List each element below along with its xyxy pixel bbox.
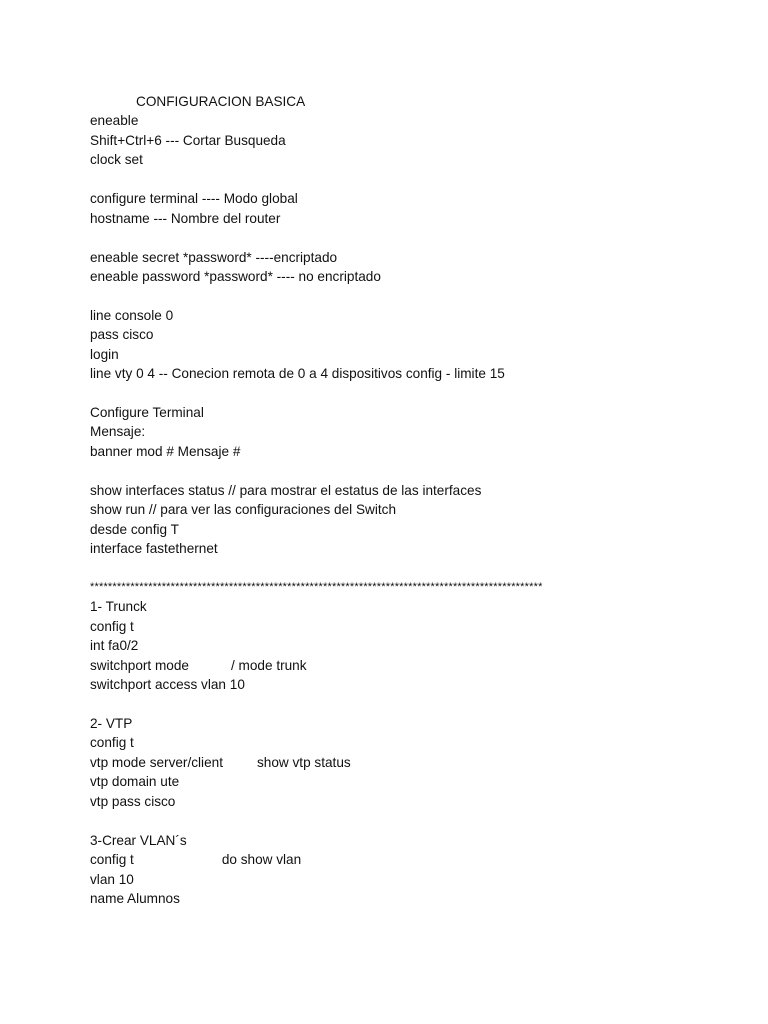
text-fragment: show vtp status xyxy=(256,754,351,770)
blank-line xyxy=(90,170,730,189)
text-line: name Alumnos xyxy=(90,890,180,906)
text-line: show run // para ver las configuraciones del Switch xyxy=(90,502,397,518)
text-line: switchport access vlan 10 xyxy=(90,677,245,693)
vlan-heading: 3-Crear VLAN´s xyxy=(90,832,187,848)
text-line: Mensaje: xyxy=(90,424,146,440)
blank-line xyxy=(90,384,730,403)
document-body xyxy=(90,92,730,908)
text-line: eneable secret *password* ----encriptado xyxy=(90,249,338,265)
vtp-heading: 2- VTP xyxy=(90,716,133,731)
basic-config-section xyxy=(90,111,730,578)
trunk-heading: 1- Trunck xyxy=(90,599,147,615)
text-line: vlan 10 xyxy=(90,871,134,887)
blank-line xyxy=(90,559,730,578)
trunk-section xyxy=(90,597,730,714)
text-fragment: vtp mode server/client xyxy=(90,754,223,770)
vtp-section xyxy=(90,714,730,831)
text-line: pass cisco xyxy=(90,327,154,343)
text-line: show interfaces status // para mostrar el estatus de las interfaces xyxy=(90,482,482,498)
text-line: line console 0 xyxy=(90,307,174,323)
text-line: line vty 0 4 -- Conecion remota de 0 a 4 dispositivos config - limite 15 xyxy=(90,366,505,382)
text-line xyxy=(90,656,730,675)
text-line: config t xyxy=(90,735,134,751)
blank-line xyxy=(90,811,730,830)
text-line xyxy=(90,753,730,772)
text-line: desde config T xyxy=(90,521,179,537)
text-line: int fa0/2 xyxy=(90,638,139,654)
text-fragment: config t xyxy=(90,852,134,868)
text-line: Shift+Ctrl+6 --- Cortar Busqueda xyxy=(90,132,286,148)
text-line: banner mod # Mensaje # xyxy=(90,443,241,459)
text-line: configure terminal ---- Modo global xyxy=(90,191,298,207)
text-line: login xyxy=(90,346,119,362)
blank-line xyxy=(90,695,730,714)
text-line: config t xyxy=(90,618,134,634)
text-line: hostname --- Nombre del router xyxy=(90,210,281,226)
document-title: CONFIGURACION BASICA xyxy=(136,94,306,109)
blank-line xyxy=(90,228,730,247)
text-line xyxy=(90,850,730,869)
text-line: interface fastethernet xyxy=(90,541,218,557)
text-line: Configure Terminal xyxy=(90,405,204,420)
text-fragment: do show vlan xyxy=(221,852,302,868)
text-line: eneable password *password* ---- no encriptado xyxy=(90,268,381,284)
blank-line xyxy=(90,286,730,305)
text-line: eneable xyxy=(90,113,139,129)
text-line: vtp pass cisco xyxy=(90,793,176,809)
text-fragment: switchport mode xyxy=(90,657,189,673)
text-line: clock set xyxy=(90,152,143,168)
vlan-section xyxy=(90,831,730,909)
blank-line xyxy=(90,461,730,480)
text-fragment: / mode trunk xyxy=(230,657,307,673)
text-line: vtp domain ute xyxy=(90,774,180,790)
separator-line: ***************************************************************************************************** xyxy=(90,580,543,593)
